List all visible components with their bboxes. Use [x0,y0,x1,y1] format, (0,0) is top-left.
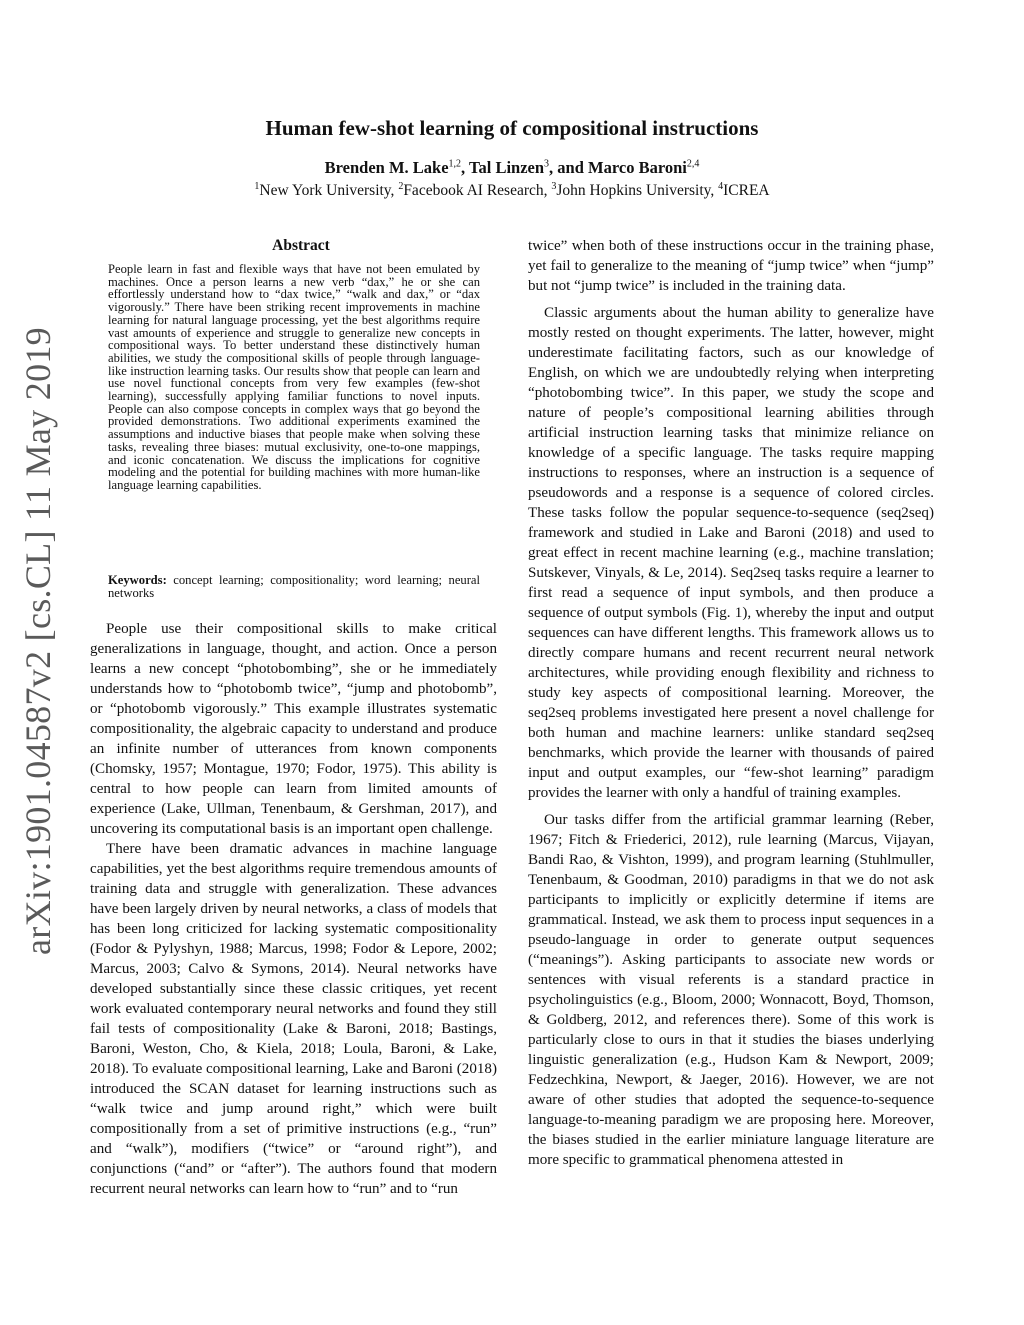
author-separator: , and [549,158,589,177]
abstract-heading: Abstract [272,237,330,254]
affiliation-list [0,180,1024,202]
body-paragraph: People use their compositional skills to make critical generalizations in language, thought, and action. Once a person learns a new concept “photobombing”, she or he immediately understands how to “photobomb twice”, “jump and photobomb”, or “photobomb vigorously.” This example illustrates systematic compositionality, the algebraic capacity to understand and produce an infinite number of utterances from known components (Chomsky, 1957; Montague, 1970; Fodor, 1975). This ability is central to how people can learn from limited amounts of experience (Lake, Ullman, Tenenbaum, & Gershman, 2017), and uncovering its computational basis is an important open challenge. [90,621,497,837]
author-list [0,157,1024,179]
body-paragraph: twice” when both of these instructions occur in the training phase, yet fail to generalize to the meaning of “jump twice” when “jump” but not “jump twice” is included in the training data. [528,238,934,294]
affiliation-marker: 1 [254,180,260,192]
keywords-label: Keywords: [108,573,167,587]
affiliation-marker: 3 [551,180,557,192]
paper-title: Human few-shot learning of compositional instructions [265,116,759,140]
keywords-text: concept learning; compositionality; word learning; neural networks [108,573,480,600]
author-affiliation-marker: 2,4 [686,158,700,170]
author-separator: , [461,158,469,177]
body-paragraph: Classic arguments about the human ability to generalize have mostly rested on thought experiments. The latter, however, might underestimate facilitating factors, such as our knowledge of English, on which we are undoubtedly relying when interpreting “photobombing twice”. In this paper, we study the scope and nature of people’s compositional learning abilities through artificial instruction learning tasks that minimize reliance on knowledge of a specific language. The tasks require mapping instructions to responses, where an instruction is a sequence of pseudowords and a response is a sequence of colored circles. These tasks follow the popular sequence-to-sequence (seq2seq) framework and studied in Lake and Baroni (2018) and used to great effect in recent machine learning (e.g., machine translation; Sutskever, Vinyals, & Le, 2014). Seq2seq tasks require a learner to first read a sequence of input symbols, and then produce a sequence of output symbols (Fig. 1), whereby the input and output sequences can have different lengths. This framework allows us to directly compare humans and recent recurrent neural network architectures, while providing enough flexibility and richness to study key aspects of compositional learning. Moreover, the seq2seq problems investigated here present a novel challenge for both human and machine learners: unlike standard seq2seq benchmarks, which provide the learner with thousands of paired input and output examples, our “few-shot learning” paradigm provides the learner with only a handful of training examples. [528,305,934,801]
affiliation-marker: 2 [398,180,404,192]
keywords-line [108,574,480,600]
affiliation-name: ICREA [723,182,770,199]
affiliation-marker: 4 [718,180,724,192]
body-paragraph: There have been dramatic advances in machine language capabilities, yet the best algorithms require tremendous amounts of training data and struggle with generalization. These advances have been largely driven by neural networks, a class of models that has been long criticized for lacking systematic compositionality (Fodor & Pylyshyn, 1988; Marcus, 1998; Fodor & Lepore, 2002; Marcus, 2003; Calvo & Symons, 2014). Neural networks have developed substantially since these classic critiques, yet recent work evaluated contemporary neural networks and found they still fail tests of compositionality (Lake & Baroni, 2018; Bastings, Baroni, Weston, Cho, & Kiela, 2018; Loula, Baroni, & Lake, 2018). To evaluate compositional learning, Lake and Baroni (2018) introduced the SCAN dataset for learning instructions such as “walk twice and jump around right,” which were built compositionally from a set of primitive instructions (e.g., “run” and “walk”), modifiers (“twice” or “around right”), and conjunctions (“and” or “after”). The authors found that modern recurrent neural networks can learn how to “run” and to “run [90,841,497,1197]
affiliation-name: Facebook AI Research, [403,182,552,199]
author-affiliation-marker: 1,2 [448,158,462,170]
author-name: Brenden M. Lake [324,158,449,177]
author-name: Tal Linzen [469,158,545,177]
affiliation-name: John Hopkins University, [556,182,719,199]
affiliation-name: New York University, [259,182,399,199]
body-column-left [90,619,497,1199]
body-paragraph: Our tasks differ from the artificial grammar learning (Reber, 1967; Fitch & Friederici, 2012), rule learning (Marcus, Vijayan, Bandi Rao, & Vishton, 1999), and program learning (Stuhlmuller, Tenenbaum, & Goodman, 2010) paradigms in that we do not ask participants to implicitly or explicitly determine if items are grammatical. Instead, we ask them to process input sequences in a pseudo-language in order to generate output sequences (“meanings”). Asking participants to associate new words or sentences with visual referents is a standard practice in psycholinguistics (e.g., Bloom, 2000; Wonnacott, Boyd, Thomson, & Goldberg, 2012, and references there). Some of this work is particularly close to ours in that it studies the biases underlying linguistic generalization (e.g., Hudson Kam & Newport, 2009; Fedzechkina, Newport, & Jaeger, 2016). However, we are not aware of other studies that adopted the sequence-to-sequence language-to-meaning paradigm we are proposing here. Moreover, the biases studied in the earlier miniature language literature are more specific to grammatical phenomena attested in [528,812,934,1168]
author-name: Marco Baroni [588,158,687,177]
arxiv-identifier-stamp: arXiv:1901.04587v2 [cs.CL] 11 May 2019 [18,327,58,955]
abstract-text: People learn in fast and flexible ways that have not been emulated by machines. Once a person learns a new verb “dax,” he or she can effortlessly understand how to “dax twice,” “walk and dax,” or “dax vigorously.” There have been striking recent improvements in machine learning for natural language processing, yet the best algorithms require vast amounts of experience and struggle to generalize new concepts in compositional ways. To better understand these distinctively human abilities, we study the compositional skills of people through language-like instruction learning tasks. Our results show that people can learn and use novel functional concepts from very few examples (few-shot learning), successfully applying familiar functions to novel inputs. People can also compose concepts in complex ways that go beyond the provided demonstrations. Two additional experiments examined the assumptions and inductive biases that people make when solving these tasks, revealing three biases: mutual exclusivity, one-to-one mappings, and iconic concatenation. We discuss the implications for cognitive modeling and the potential for building machines with more human-like language learning capabilities. [108,262,480,492]
author-affiliation-marker: 3 [544,158,550,170]
body-column-right [528,236,934,1170]
